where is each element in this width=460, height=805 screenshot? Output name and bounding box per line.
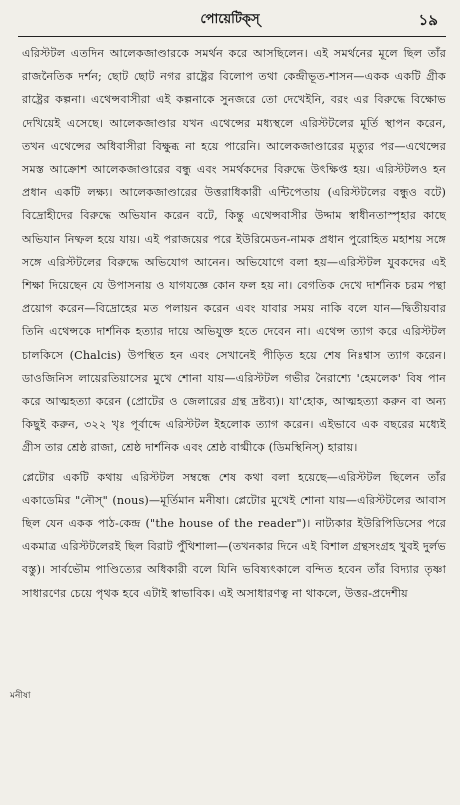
paragraph-1: এরিস্টটল এতদিন আলেকজাণ্ডারকে সমর্থন করে আসছিলেন। এই সমর্থনের মূলে ছিল তাঁর রাজনৈতিক দর্শন; ছোট ছোট নগর রাষ্ট্রের বিলোপ তথা কেন্দ্রীভূত-শাসন—একক একটি গ্রীক রাষ্ট্রের কল্পনা। এথেন্সবাসীরা এই কল্পনাকে সুনজরে তো দেখেইনি, বরং এর বিরুদ্ধে বিক্ষোভ দেখিয়েই এসেছে। আলেকজাণ্ডার যখন এথেন্সের মধ্যস্থলে এরিস্টটলের মূর্তি স্থাপন করেন, তখন এথেন্সের অধিবাসীরা বিক্ষুব্ধ না হয়ে পারেনি। আলেকজাণ্ডারের মৃত্যুর পর—এথেন্সের সমস্ত আক্রোশ আলেকজাণ্ডারের বন্ধু এবং সমর্থকদের বিরুদ্ধে উৎক্ষিপ্ত হয়। এরিস্টটলও হন প্রধান একটি লক্ষ্য। আলেকজাণ্ডারের উত্তরাধিকারী এন্টিপেতায় (এরিস্টটলের বন্ধুও বটে) বিদ্রোহীদের বিরুদ্ধে অভিযান করেন বটে, কিন্তু এথেন্সবাসীর উদ্দাম স্বাধীনতাস্পৃহার কাছে অভিযান নিষ্ফল হয়ে যায়। এই পরাজয়ের পরে ইউরিমেডন-নামক প্রধান পুরোহিত মহাশয় সঙ্গে সঙ্গে এরিস্টটলের বিরুদ্ধে অভিযোগ আনেন। অভিযোগে বলা হয়—এরিস্টটল যুবকদের এই শিক্ষা দিয়েছেন যে উপাসনায় ও যাগযজ্ঞে কোন ফল হয় না। বেগতিক দেখে দার্শনিক চরম পন্থা প্রয়োগ করেন—বিদ্রোহের মত পলায়ন করেন এবং যাবার সময় নাকি বলে যান—দ্বিতীয়বার তিনি এথেন্সকে দার্শনিক হত্যার দায়ে অভিযুক্ত হতে দেবেন না। এথেন্স ত্যাগ করে এরিস্টটল চালকিসে (Chalcis) উপস্থিত হন এবং সেখানেই পীড়িত হয়ে শেষ নিঃশ্বাস ত্যাগ করেন। ডাওজিনিস লায়েরতিয়াসের মুখে শোনা যায়—এরিস্টটল গভীর নৈরাশ্যে 'হেমলেক' বিষ পান করে আত্মহত্যা করেন (প্রোটের ও জেলারের গ্রন্থ দ্রষ্টব্য)। যা'হোক, আত্মহত্যা করুন বা অন্য কিছুই করুন, ৩২২ খৃঃ পূর্বাব্দে এরিস্টটল ইহলোক ত্যাগ করেন। এইভাবে এক বছরের মধ্যেই গ্রীস তার শ্রেষ্ঠ রাজা, শ্রেষ্ঠ দার্শনিক এবং শ্রেষ্ঠ বাগ্মীকে (ডিমস্থিনিস্) হারায়। — [22, 47, 446, 455]
page-number: ১৯ — [418, 11, 438, 29]
paragraph-2: প্লেটোর একটি কথায় এরিস্টটল সম্বন্ধে শেষ কথা বলা হয়েছে—এরিস্টটল ছিলেন তাঁর একাডেমির "নৌস্" (nous)—মূর্তিমান মনীষা। প্লেটোর মুখেই শোনা যায়—এরিস্টটলের আবাস ছিল যেন একক পাঠ-কেন্দ্র ("the house of the reader")। নাট্যকার ইউরিপিডিসের পরে একমাত্র এরিস্টটলেরই ছিল বিরাট পুঁথিশালা—(তখনকার দিনে এই বিশাল গ্রন্থসংগ্রহ খুবই দুর্লভ বস্তু)। সার্বভৌম পাণ্ডিত্যের অধিকারী বলে যিনি ভবিষ্যৎকালে বন্দিত হবেন তাঁর বিদ্যার তৃষ্ণা সাধারণের চেয়ে পৃথক হবে এটাই স্বাভাবিক। এই অসাধারণত্ব না থাকলে, উত্তর-প্রদেশীয় — [22, 470, 446, 600]
body-text — [22, 42, 446, 605]
margin-note: মনীষা — [10, 691, 31, 701]
running-title: পোয়েটিক্‌স্‌ — [200, 12, 260, 27]
header-rule — [18, 36, 446, 37]
page-header — [0, 6, 460, 30]
